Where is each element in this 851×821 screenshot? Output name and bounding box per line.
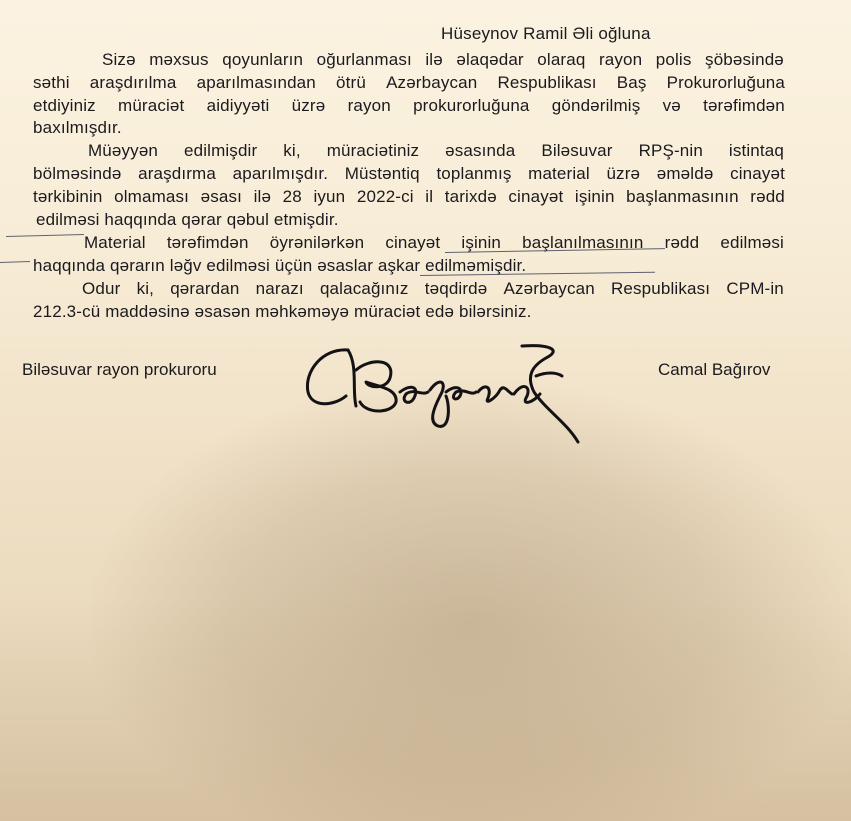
word: başlanılmasının <box>522 233 644 252</box>
word: araşdırılma <box>89 73 177 92</box>
word: ilə <box>253 187 272 206</box>
word: material <box>528 164 590 183</box>
word: müraciətiniz <box>326 141 420 160</box>
pen-mark-1 <box>6 234 84 237</box>
word: öyrənilərkən <box>269 233 365 252</box>
word: ki, <box>136 279 155 298</box>
word: araşdırma <box>138 164 216 183</box>
word: Material <box>84 233 146 252</box>
word: narazı <box>255 279 304 298</box>
word: oğurlanması <box>316 50 412 69</box>
word: qalacağınız <box>319 279 409 298</box>
word: tərəfimdən <box>703 96 785 115</box>
word: Sizə <box>102 50 136 69</box>
word: Baş <box>616 73 647 92</box>
paragraph-4-line-2: 212.3-cü maddəsinə əsasən məhkəməyə müraciət edə bilərsiniz. <box>33 302 532 321</box>
word: üzrə <box>606 164 641 183</box>
word: aidiyyəti <box>206 96 270 115</box>
word: məxsus <box>149 50 209 69</box>
word: aparılmışdır. <box>232 164 329 183</box>
word: əlaqədar <box>456 50 524 69</box>
word: Prokurorluğuna <box>666 73 785 92</box>
word: Respublikası <box>611 279 711 298</box>
word: təqdirdə <box>424 279 488 298</box>
word: əsası <box>200 187 243 206</box>
word: tərkibinin <box>33 187 103 206</box>
pen-mark-2 <box>0 261 30 263</box>
signature-image <box>300 336 600 446</box>
word: Biləsuvar <box>541 141 613 160</box>
word: rayon <box>598 50 643 69</box>
word: ilə <box>425 50 443 69</box>
word: olaraq <box>537 50 586 69</box>
paragraph-1-line-4: baxılmışdır. <box>33 118 122 137</box>
lower-shadow <box>0 600 851 821</box>
word: ki, <box>283 141 301 160</box>
word: Müəyyən <box>88 141 159 160</box>
word: əsasında <box>445 141 516 160</box>
word: Odur <box>82 279 121 298</box>
word: rədd <box>750 187 785 206</box>
paragraph-2-line-4: edilməsi haqqında qərar qəbul etmişdir. <box>36 210 339 229</box>
word: bölməsində <box>33 164 122 183</box>
word: başlanmasının <box>626 187 739 206</box>
word: üzrə <box>291 96 326 115</box>
word: RPŞ-nin <box>638 141 703 160</box>
word: səthi <box>33 73 70 92</box>
signatory-title: Biləsuvar rayon prokuroru <box>22 360 217 379</box>
recipient-line: Hüseynov Ramil Əli oğluna <box>441 24 651 43</box>
paragraph-2-line-1 <box>88 141 784 161</box>
word: işinin <box>574 187 615 206</box>
paragraph-4-line-1 <box>82 279 784 299</box>
word: aparılmasından <box>196 73 316 92</box>
word: Müstəntiq <box>344 164 420 183</box>
word: Respublikası <box>497 73 597 92</box>
paragraph-1-line-1 <box>102 50 784 70</box>
word: rədd <box>664 233 700 252</box>
word: Azərbaycan <box>503 279 595 298</box>
word: göndərilmiş <box>551 96 641 115</box>
word: etdiyiniz <box>33 96 96 115</box>
word: qərardan <box>170 279 240 298</box>
word: prokurorluğuna <box>413 96 530 115</box>
word: 2022-ci <box>356 187 414 206</box>
word: tərəfimdən <box>166 233 249 252</box>
paragraph-1-line-3 <box>33 96 785 116</box>
word: işinin <box>461 233 502 252</box>
word: il <box>425 187 434 206</box>
word: əməldə <box>656 164 714 183</box>
cast-shadow <box>90 380 850 821</box>
word: polis <box>655 50 692 69</box>
word: CPM-in <box>726 279 784 298</box>
word: iyun <box>313 187 346 206</box>
word: 28 <box>282 187 302 206</box>
word: müraciət <box>118 96 185 115</box>
paragraph-1-line-2 <box>33 73 785 93</box>
word: şöbəsində <box>705 50 784 69</box>
word: qoyunların <box>222 50 304 69</box>
word: ötrü <box>336 73 366 92</box>
word: rayon <box>347 96 391 115</box>
word: edilməsi <box>720 233 784 252</box>
word: tarixdə <box>444 187 497 206</box>
paragraph-2-line-3 <box>33 187 785 207</box>
word: olmaması <box>114 187 190 206</box>
word: istintaq <box>728 141 784 160</box>
paragraph-2-line-2 <box>33 164 785 184</box>
word: toplanmış <box>436 164 512 183</box>
word: Azərbaycan <box>386 73 478 92</box>
word: cinayət <box>385 233 441 252</box>
paragraph-3-line-1 <box>84 233 784 253</box>
signatory-name: Camal Bağırov <box>658 360 771 379</box>
word: və <box>662 96 681 115</box>
word: cinayət <box>730 164 785 183</box>
word: cinayət <box>508 187 564 206</box>
word: edilmişdir <box>184 141 258 160</box>
paragraph-3-line-2: haqqında qərarın ləğv edilməsi üçün əsaslar aşkar edilməmişdir. <box>33 256 527 275</box>
